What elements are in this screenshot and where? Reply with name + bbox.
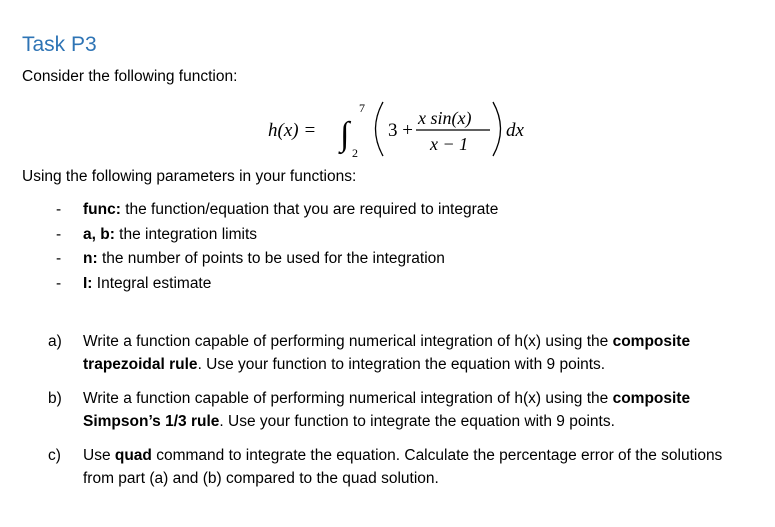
parameter-description: the number of points to be used for the integration xyxy=(97,250,445,267)
bullet-dash: - xyxy=(56,201,62,218)
params-intro-text: Using the following parameters in your functions: xyxy=(22,168,357,185)
question-item xyxy=(48,387,753,433)
parameter-description: the function/equation that you are required to integrate xyxy=(120,201,499,218)
question-text: Write a function capable of performing numerical integration of h(x) using the xyxy=(83,333,613,350)
question-label: c) xyxy=(48,447,61,464)
parameter-item xyxy=(56,250,498,275)
question-list xyxy=(48,330,753,501)
question-text: Write a function capable of performing numerical integration of h(x) using the xyxy=(83,390,613,407)
bullet-dash: - xyxy=(56,225,62,243)
integral-equation xyxy=(268,96,538,162)
integral-sign: ∫ xyxy=(340,116,350,153)
parameter-term: n: xyxy=(83,250,98,267)
lower-limit: 2 xyxy=(352,146,358,160)
left-paren xyxy=(376,102,384,156)
question-text: . Use your function to integrate the equation with 9 points. xyxy=(219,413,615,430)
parameter-item xyxy=(56,201,498,226)
bullet-dash: - xyxy=(56,274,62,292)
parameter-term: I: xyxy=(83,274,93,292)
question-text: . Use your function to integration the equation with 9 points. xyxy=(197,356,606,373)
question-label: a) xyxy=(48,333,62,350)
equation-lhs: h(x) = xyxy=(268,120,317,141)
task-title: Task P3 xyxy=(22,33,97,56)
question-label: b) xyxy=(48,390,62,407)
question-bold-text: composite trapezoidal rule xyxy=(83,333,691,373)
parameter-description: Integral estimate xyxy=(92,274,212,292)
question-bold-text: composite Simpson’s 1/3 rule xyxy=(83,390,691,430)
intro-text: Consider the following function: xyxy=(22,68,238,85)
question-item xyxy=(48,444,753,490)
question-text: command to integrate the equation. Calculate the percentage error of the solutions from part (a) and (b) compared to the quad solution. xyxy=(83,447,723,487)
parameter-term: a, b: xyxy=(83,225,115,243)
question-bold-text: quad xyxy=(114,447,152,464)
question-text: Use xyxy=(83,447,115,464)
equation-constant: 3 + xyxy=(388,120,413,141)
equation-numerator: x sin(x) xyxy=(418,108,472,128)
question-item xyxy=(48,330,753,376)
right-paren xyxy=(493,102,501,156)
parameter-description: the integration limits xyxy=(114,225,258,243)
parameter-item xyxy=(56,226,498,251)
equation-differential: dx xyxy=(506,120,524,141)
parameter-list xyxy=(56,201,498,299)
upper-limit: 7 xyxy=(359,101,365,115)
parameter-item xyxy=(56,275,498,300)
bullet-dash: - xyxy=(56,250,62,267)
equation-denominator: x − 1 xyxy=(430,134,469,154)
parameter-term: func: xyxy=(83,201,121,218)
